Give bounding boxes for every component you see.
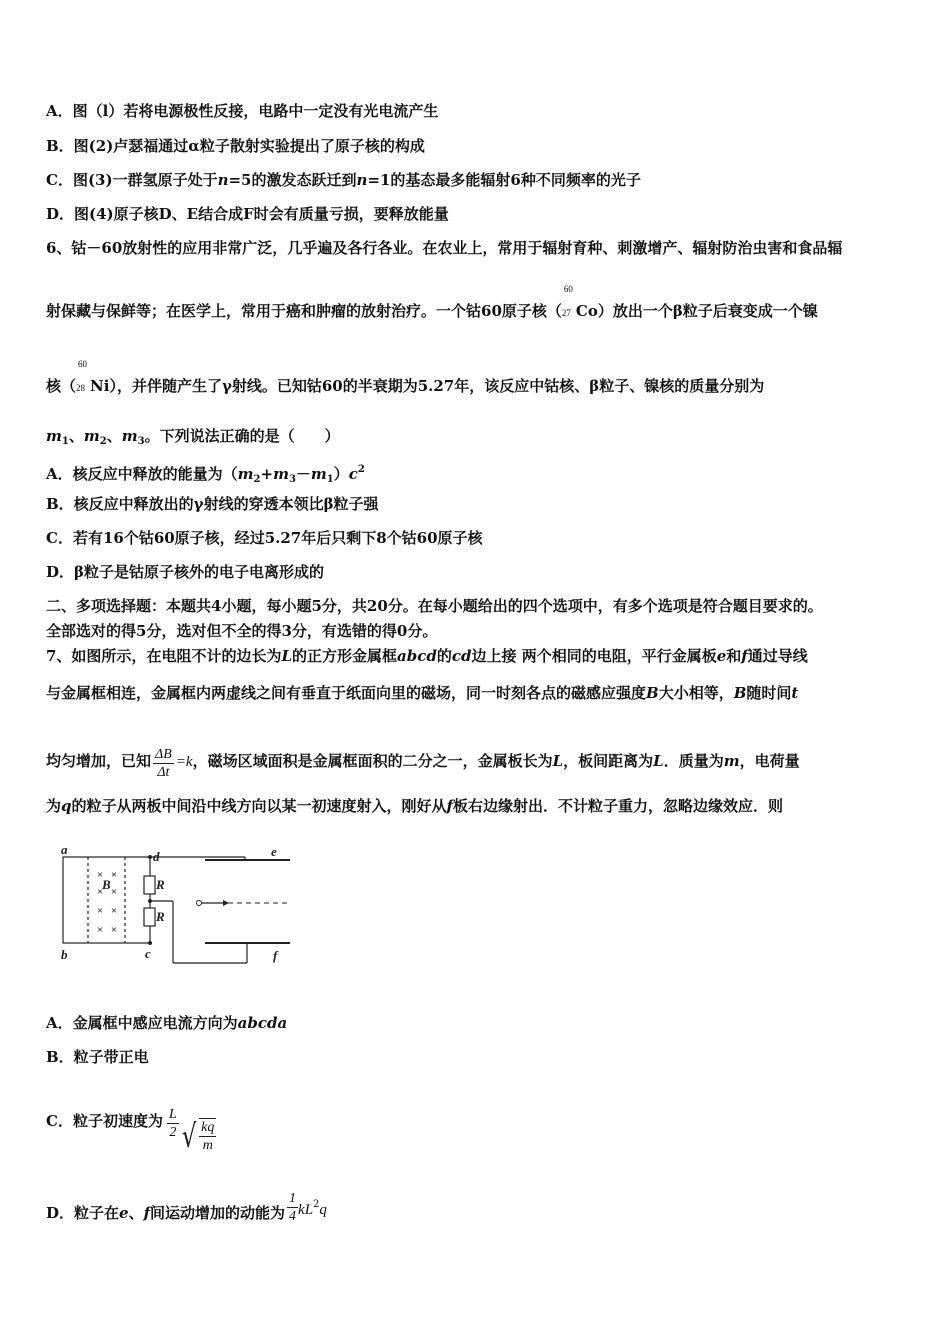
q5-option-c: C．图(3)一群氢原子处于n=5的激发态跃迁到n=1的基态最多能辐射6种不同频率的光子 <box>46 171 641 189</box>
sqrt-kq-over-m: √ $\frac{kq}{m}$ <box>181 1117 215 1155</box>
q5-option-a: A．图（l）若将电源极性反接，电路中一定没有光电流产生 <box>46 102 439 120</box>
q7-option-c: C．粒子初速度为 $\frac{L}{2}$ √ $\frac{kq}{m}$ <box>46 1107 215 1155</box>
q7-option-a: A．金属框中感应电流方向为abcda <box>46 1014 288 1032</box>
cross-mark: × <box>110 869 118 881</box>
q6-option-d: D．β粒子是钴原子核外的电子电离形成的 <box>46 563 324 581</box>
nickel-isotope: 60 28 <box>76 359 88 393</box>
cross-mark: × <box>96 869 104 881</box>
q6-option-b: B．核反应中释放出的γ射线的穿透本领比β粒子强 <box>46 495 379 513</box>
label-B: B <box>102 877 111 892</box>
label-e: e <box>271 844 277 859</box>
cross-mark: × <box>110 905 118 917</box>
l-over-2: $\frac{L}{2}$ <box>168 1107 177 1140</box>
cobalt-isotope: 60 27 <box>561 284 573 318</box>
node-d <box>148 855 152 859</box>
label-a: a <box>61 843 68 857</box>
label-c: c <box>145 946 151 961</box>
cross-mark: × <box>96 924 104 936</box>
q7-stem-line3: 均匀增加，已知 $\frac{\Delta B}{\Delta t}$ =k，磁场区域面积是金属框面积的二分之一，金属板长为L，板间距离为L．质量为m，电荷量 <box>46 747 800 780</box>
section2-header-line2: 全部选对的得5分，选对但不全的得3分，有选错的得0分。 <box>46 622 438 640</box>
label-f: f <box>273 948 278 963</box>
particle <box>197 901 202 906</box>
q6-stem-line1: 6、钴－60放射性的应用非常广泛，几乎遍及各行各业。在农业上，常用于辐射育种、刺激增产、辐射防治虫害和食品辐 <box>46 239 843 257</box>
q6-stem-line3: 核（ 60 28 Ni），并伴随产生了γ射线。已知钴60的半衰期为5.27年，该反应中钴核、β粒子、镍核的质量分别为 <box>46 359 765 395</box>
label-b: b <box>61 947 68 962</box>
q5-option-d: D．图(4)原子核D、E结合成F时会有质量亏损，要释放能量 <box>46 205 449 223</box>
q7-stem-line4: 为q的粒子从两板中间沿中线方向以某一初速度射入，刚好从f板右边缘射出．不计粒子重力，忽略边缘效应．则 <box>46 797 783 815</box>
arrow-head-icon <box>223 900 229 906</box>
q7-stem-line1: 7、如图所示，在电阻不计的边长为L的正方形金属框abcd的cd边上接 两个相同的电阻，平行金属板e和f通过导线 <box>46 647 808 665</box>
section2-header-line1: 二、多项选择题：本题共4小题，每小题5分，共20分。在每小题给出的四个选项中，有多个选项是符合题目要求的。 <box>46 597 823 615</box>
node-mid <box>148 899 152 903</box>
resistor-bottom <box>144 908 155 926</box>
cross-mark: × <box>110 924 118 936</box>
q7-option-d: D．粒子在e、f间运动增加的动能为 $\frac{1}{4}$ $kL^2q$ <box>46 1191 327 1224</box>
q7-stem-line2: 与金属框相连，金属框内两虚线之间有垂直于纸面向里的磁场，同一时刻各点的磁感应强度B大小相等，B随时间t <box>46 684 799 702</box>
q6-option-c: C．若有16个钴60原子核，经过5.27年后只剩下8个钴60原子核 <box>46 529 483 547</box>
q6-stem-line2: 射保藏与保鲜等；在医学上，常用于癌和肿瘤的放射治疗。一个钴60原子核（ 60 27 Co）放出一个β粒子后衰变成一个镍 <box>46 284 818 320</box>
cross-mark: × <box>110 886 118 898</box>
one-quarter: $\frac{1}{4}$ <box>289 1191 297 1224</box>
label-R-top: R <box>156 877 165 892</box>
cross-mark: × <box>96 905 104 917</box>
label-d: d <box>153 849 160 864</box>
q5-option-b: B．图(2)卢瑟福通过α粒子散射实验提出了原子核的构成 <box>46 137 425 155</box>
resistor-top <box>144 876 155 894</box>
metal-frame <box>63 857 150 943</box>
delta-b-over-delta-t: $\frac{\Delta B}{\Delta t}$ <box>155 747 172 780</box>
circuit-figure <box>55 843 305 968</box>
node-c <box>148 941 152 945</box>
q6-stem-line4: $m_1$、$m_2$、$m_3$。下列说法正确的是（ ） <box>46 427 340 447</box>
q7-option-b: B．粒子带正电 <box>46 1048 149 1066</box>
q6-option-a: A．核反应中释放的能量为$(m_2+m_3-m_1)c^2$ <box>46 464 365 485</box>
label-R-bottom: R <box>156 909 165 924</box>
cross-mark: × <box>96 886 104 898</box>
